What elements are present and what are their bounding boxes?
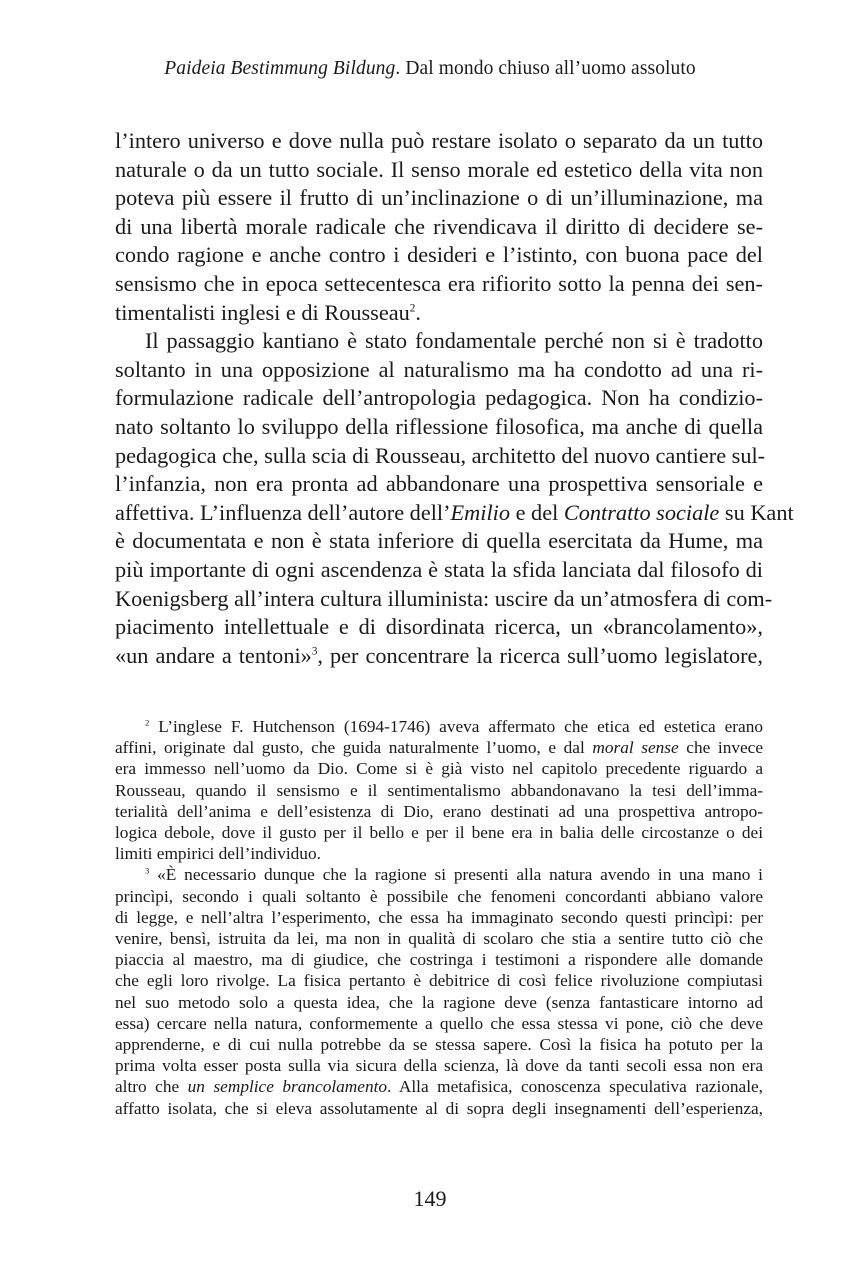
text-line xyxy=(115,1076,763,1097)
text-line: Rousseau, quando il sensismo e il sentimentalismo abbandonavano la tesi dell’imma- xyxy=(115,780,763,800)
text-line: Koenigsberg all’intera cultura illuminista: uscire da un’atmosfera di com- xyxy=(115,585,773,611)
text-span: «un andare a tentoni» xyxy=(115,642,312,668)
running-head xyxy=(0,58,860,80)
text-line: princìpi, secondo i quali soltanto è possibile che fenomeni concordanti abbiano valore xyxy=(115,886,763,906)
text-line: limiti empirici dell’individuo. xyxy=(115,844,321,864)
text-span: affini, originate dal gusto, che guida naturalmente l’uomo, e dal xyxy=(115,738,593,758)
text-line: prima volta esser posta sulla via sicura della scienza, là dove da tanti secoli essa non era xyxy=(115,1056,763,1076)
text-line: era immesso nell’uomo da Dio. Come si è già visto nel capitolo precedente riguardo a xyxy=(115,759,763,779)
text-line: piaccia al maestro, ma di giudice, che costringa i testimoni a rispondere alle domande xyxy=(115,950,763,970)
text-line: è documentata e non è stata inferiore di quella esercitata da Hume, ma xyxy=(115,528,763,554)
text-line: di una libertà morale radicale che rivendicava il diritto di decidere se- xyxy=(115,213,763,239)
paragraph-1 xyxy=(115,127,763,327)
text-line: condo ragione e anche contro i desideri e l’istinto, con buona pace del xyxy=(115,242,763,268)
italic-quote: un semplice brancolamento xyxy=(187,1077,388,1097)
text-line: naturale o da un tutto sociale. Il senso morale ed estetico della vita non xyxy=(115,156,763,182)
text-line: pedagogica che, sulla scia di Rousseau, architetto del nuovo cantiere sul- xyxy=(115,442,766,468)
text-span: che invece xyxy=(678,738,763,758)
book-title-emilio: Emilio xyxy=(450,499,511,525)
text-span: affettiva. L’influenza dell’autore dell’ xyxy=(115,499,451,525)
book-title-contratto-sociale: Contratto sociale xyxy=(563,499,720,525)
text-span: . Alla metafisica, conoscenza speculativa razionale, xyxy=(387,1077,763,1097)
body-text xyxy=(115,127,794,670)
text-span: . xyxy=(415,299,421,325)
text-span: L’inglese F. Hutchenson (1694-1746) aveva affermato che etica ed estetica erano xyxy=(149,717,763,736)
text-line xyxy=(115,716,763,737)
text-span: e del xyxy=(510,499,564,525)
text-line: terialità dell’anima e dell’esistenza di Dio, erano destinati ad una prospettiva antropo- xyxy=(115,801,763,821)
text-line: l’infanzia, non era pronta ad abbandonare una prospettiva sensoriale e xyxy=(115,471,763,497)
text-span: «È necessario dunque che la ragione si presenti alla natura avendo in una mano i xyxy=(149,865,763,885)
text-span: timentalisti inglesi e di Rousseau xyxy=(115,299,410,325)
text-line: l’intero universo e dove nulla può restare isolato o separato da un tutto xyxy=(115,128,763,153)
text-span: altro che xyxy=(115,1077,188,1097)
text-line: che egli loro rivolge. La fisica pertanto è debitrice di così felice rivoluzione compiutasi xyxy=(115,971,763,991)
text-line: formulazione radicale dell’antropologia pedagogica. Non ha condizio- xyxy=(115,385,763,411)
text-line: più importante di ogni ascendenza è stata la sfida lanciata dal filosofo di xyxy=(115,556,763,582)
running-head-title-italic: Paideia Bestimmung Bildung xyxy=(164,58,396,79)
text-line xyxy=(115,499,794,528)
text-line: soltanto in una opposizione al naturalismo ma ha condotto ad una ri- xyxy=(115,356,763,382)
text-line xyxy=(115,737,763,758)
text-span: su Kant xyxy=(719,499,794,525)
text-line: poteva più essere il frutto di un’inclinazione o di un’illuminazione, ma xyxy=(115,185,763,211)
text-line xyxy=(115,642,763,671)
text-line: sensismo che in epoca settecentesca era rifiorito sotto la penna dei sen- xyxy=(115,270,763,296)
text-line: nel suo metodo solo a questa idea, che la ragione deve (senza fantasticare intorno ad xyxy=(115,992,763,1012)
text-line xyxy=(115,299,763,328)
page-number: 149 xyxy=(413,1186,447,1211)
text-line: Il passaggio kantiano è stato fondamentale perché non si è tradotto xyxy=(145,328,763,354)
running-head-title: . Dal mondo chiuso all’uomo assoluto xyxy=(395,58,696,79)
text-line: piacimento intellettuale e di disordinata ricerca, un «brancolamento», xyxy=(115,614,763,640)
text-line xyxy=(115,864,763,885)
footnote-2 xyxy=(115,716,763,864)
text-line: di legge, e nell’altra l’esperimento, che essa ha immaginato secondo questi princìpi: per xyxy=(115,907,763,927)
footnote-number: 3 xyxy=(145,865,150,876)
footnotes xyxy=(115,716,763,1119)
text-line: nato soltanto lo sviluppo della riflessione filosofica, ma anche di quella xyxy=(115,413,763,439)
italic-term: moral sense xyxy=(592,738,679,758)
footnote-3 xyxy=(115,864,763,1118)
footnote-ref-2[interactable]: 2 xyxy=(409,302,416,315)
text-line: logica debole, dove il gusto per il bello e per il bene era in balia delle circostanze o dei xyxy=(115,823,763,843)
text-line: essa) cercare nella natura, conformemente a quello che essa stessa vi pone, ciò che deve xyxy=(115,1013,763,1033)
text-line: apprenderne, e di cui nulla potrebbe da se stessa sapere. Così la fisica ha potuto per la xyxy=(115,1035,763,1055)
text-line: affatto isolata, che si eleva assolutamente al di sopra degli insegnamenti dell’esperienza, xyxy=(115,1098,763,1118)
text-span: , per concentrare la ricerca sull’uomo legislatore, xyxy=(317,642,763,668)
footnote-number: 2 xyxy=(145,717,150,728)
paragraph-2 xyxy=(115,327,794,670)
footnote-ref-3[interactable]: 3 xyxy=(311,645,318,658)
text-line: venire, bensì, istruita da lei, ma non in qualità di scolaro che stia a sentire tutto ciò che xyxy=(115,929,763,949)
